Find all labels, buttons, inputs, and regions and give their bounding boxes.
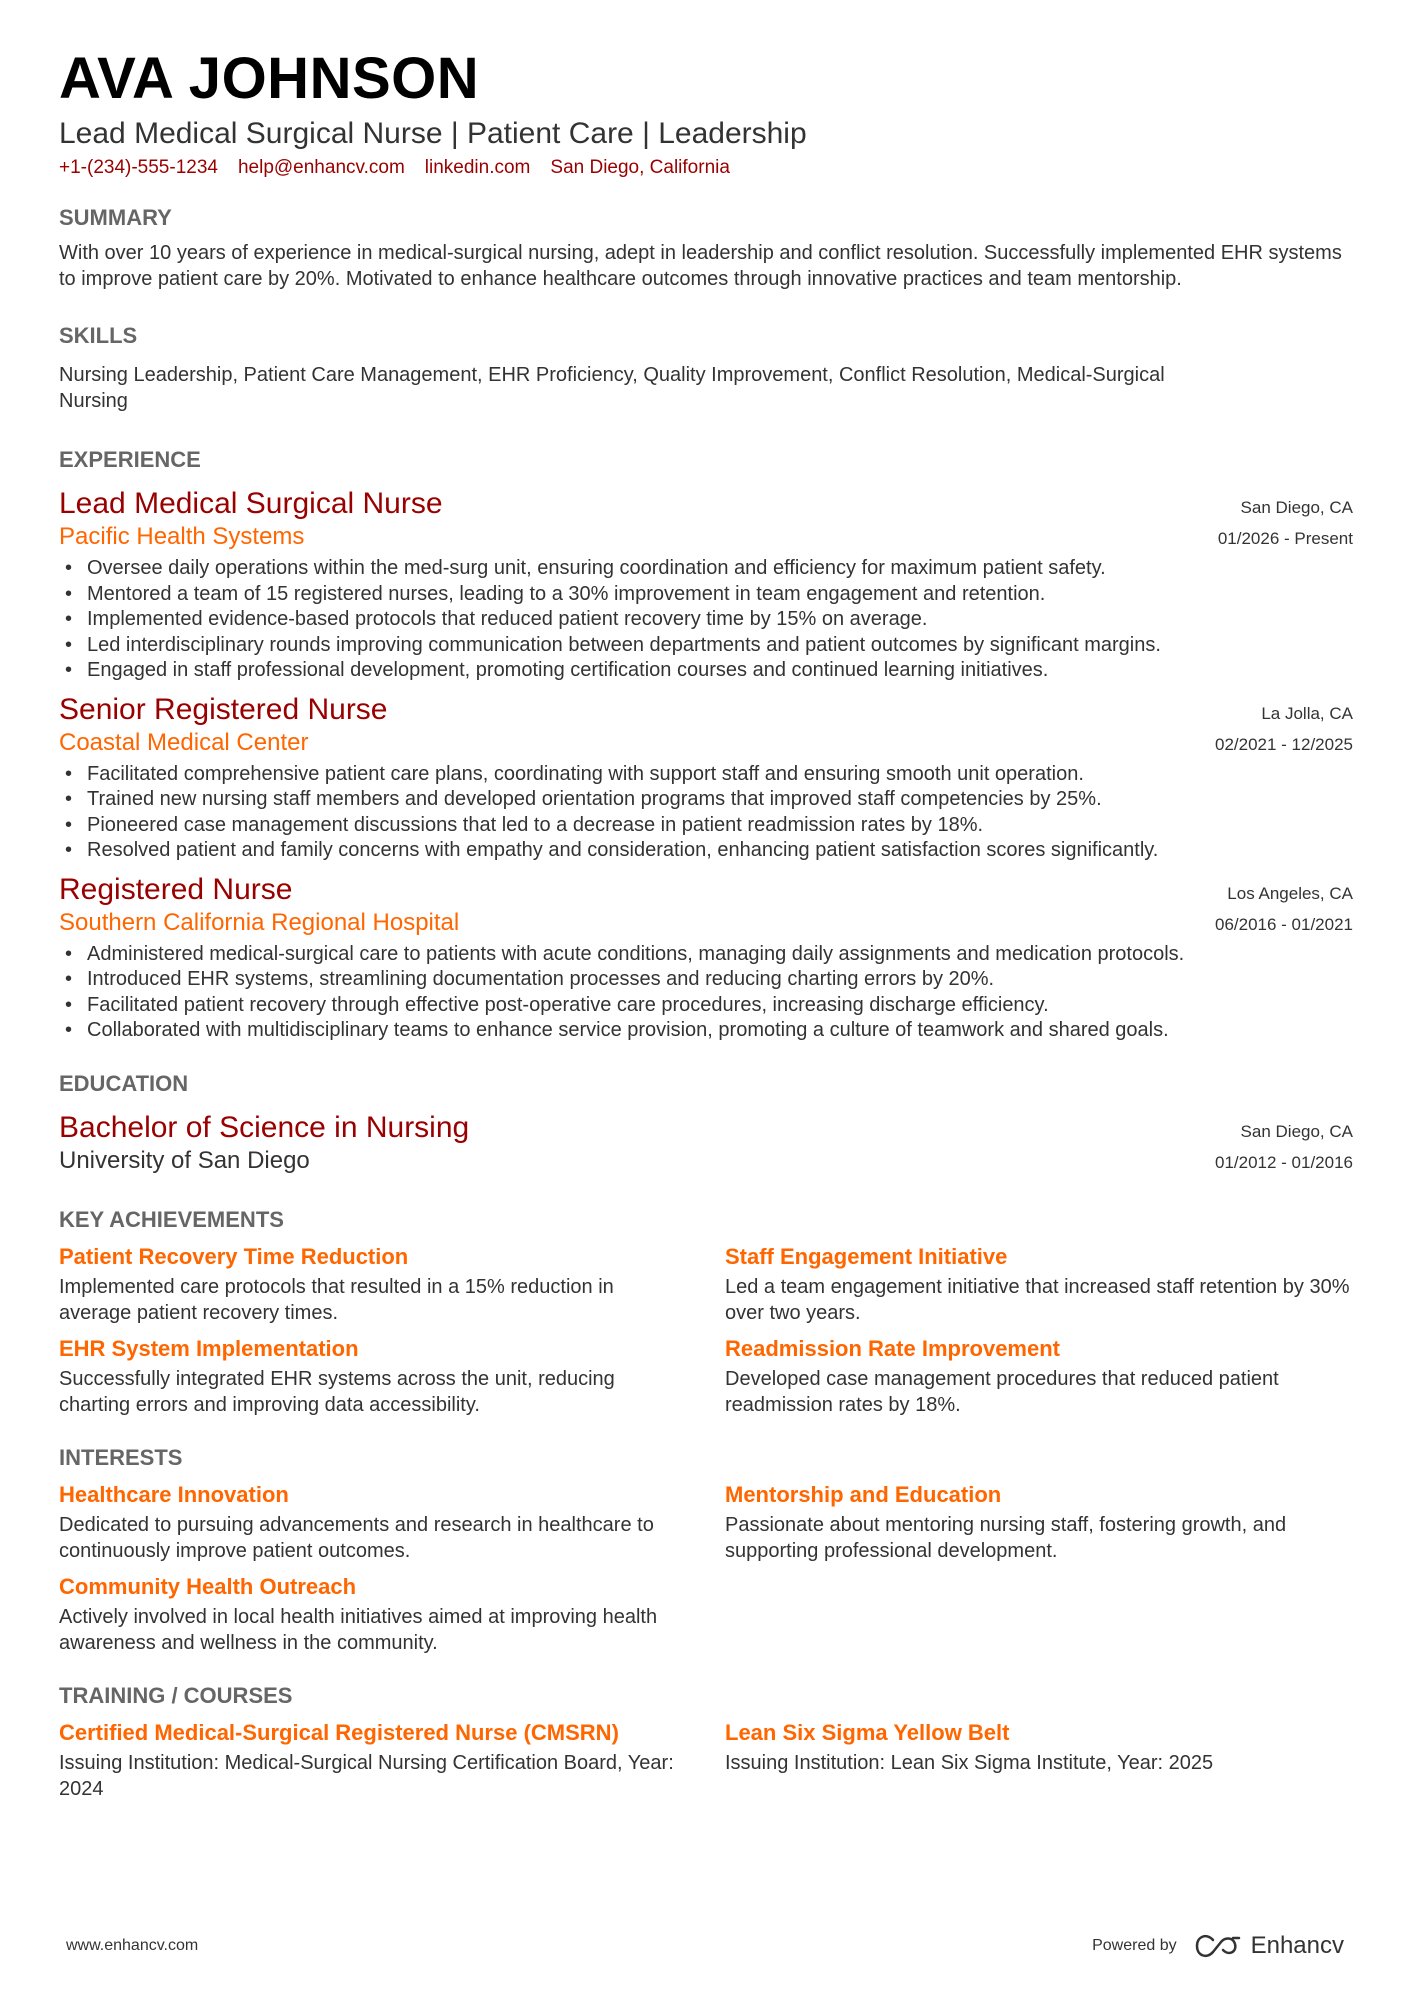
achievement-item	[725, 1334, 1355, 1418]
skills-heading: SKILLS	[59, 323, 138, 348]
bullet-item: • Facilitated comprehensive patient care plans, coordinating with support staff and ensuring smooth unit operation.	[65, 762, 1084, 785]
bullet-item: • Implemented evidence-based protocols that reduced patient recovery time by 15% on average.	[65, 608, 928, 630]
education-entry	[59, 1110, 1353, 1176]
bullet-text: Implemented evidence-based protocols that reduced patient recovery time by 15% on average.	[87, 608, 928, 630]
bullet-text: Facilitated patient recovery through effective post-operative care procedures, increasing discharge efficiency.	[87, 993, 1049, 1016]
achievement-item	[725, 1242, 1355, 1326]
achievement-text: Successfully integrated EHR systems across the unit, reducing charting errors and improving data accessibility.	[59, 1367, 615, 1416]
experience-heading: EXPERIENCE	[59, 447, 201, 472]
job-bullets	[59, 942, 1353, 1044]
training-item	[59, 1718, 725, 1802]
job-entry	[59, 692, 1353, 864]
bullet-item: • Introduced EHR systems, streamlining documentation processes and reducing charting errors by 20%.	[65, 968, 995, 990]
job-role: Senior Registered Nurse	[59, 692, 388, 726]
summary-heading: SUMMARY	[59, 205, 172, 230]
bullet-text: Collaborated with multidisciplinary teams to enhance service provision, promoting a culture of teamwork and shared goals.	[87, 1019, 1169, 1041]
bullet-text: Led interdisciplinary rounds improving communication between departments and patient outcomes by significant margins.	[87, 633, 1161, 656]
job-bullets	[59, 556, 1353, 684]
job-location: San Diego, CA	[1240, 498, 1353, 517]
degree: Bachelor of Science in Nursing	[59, 1110, 470, 1144]
achievements-grid	[59, 1234, 1353, 1418]
interest-item	[59, 1480, 725, 1564]
enhancv-logo-icon	[1195, 1934, 1241, 1958]
job-entry	[59, 486, 1353, 684]
achievement-title: Readmission Rate Improvement	[725, 1335, 1060, 1361]
achievement-text: Led a team engagement initiative that increased staff retention by 30% over two years.	[725, 1275, 1350, 1324]
brand-name: Enhancv	[1250, 1932, 1344, 1959]
achievement-text: Developed case management procedures that reduced patient readmission rates by 18%.	[725, 1367, 1279, 1416]
school: University of San Diego	[59, 1146, 310, 1174]
training-text: Issuing Institution: Lean Six Sigma Institute, Year: 2025	[725, 1751, 1214, 1774]
interests-grid	[59, 1472, 1353, 1656]
bullet-text: Facilitated comprehensive patient care plans, coordinating with support staff and ensuring smooth unit operation.	[87, 762, 1084, 785]
candidate-name: AVA JOHNSON	[59, 46, 480, 111]
interest-title: Mentorship and Education	[725, 1481, 1002, 1507]
summary-text: With over 10 years of experience in medical-surgical nursing, adept in leadership and conflict resolution. Successfully implemented EHR systems to improve patient care by 20%. Motivated to enhance healthcare outcomes through innovative practices and team mentorship.	[59, 242, 1342, 290]
interests-heading: INTERESTS	[59, 1444, 183, 1470]
education-dates: 01/2012 - 01/2016	[1214, 1152, 1353, 1172]
contact-row	[59, 156, 1353, 180]
achievement-text: Implemented care protocols that resulted in a 15% reduction in average patient recovery times.	[59, 1275, 614, 1324]
email[interactable]: help@enhancv.com	[237, 157, 405, 178]
training-title: Lean Six Sigma Yellow Belt	[725, 1719, 1010, 1745]
bullet-item: • Trained new nursing staff members and developed orientation programs that improved staff competencies by 25%.	[65, 788, 1102, 810]
job-company: Pacific Health Systems	[59, 523, 305, 550]
achievement-item	[59, 1334, 725, 1418]
powered-by-label: Powered by	[1092, 1937, 1177, 1954]
bullet-item: • Collaborated with multidisciplinary teams to enhance service provision, promoting a culture of teamwork and shared goals.	[65, 1019, 1169, 1041]
bullet-item: • Resolved patient and family concerns with empathy and consideration, enhancing patient satisfaction scores significantly.	[65, 839, 1159, 861]
achievement-item	[59, 1242, 725, 1326]
bullet-item: • Engaged in staff professional development, promoting certification courses and continued learning initiatives.	[65, 659, 1049, 681]
job-company: Southern California Regional Hospital	[59, 908, 460, 936]
footer	[66, 1932, 1344, 1960]
bullet-text: Administered medical-surgical care to patients with acute conditions, managing daily assignments and medication protocols.	[87, 942, 1185, 965]
bullet-item: • Administered medical-surgical care to patients with acute conditions, managing daily assignments and medication protocols.	[65, 942, 1185, 965]
interest-title: Community Health Outreach	[59, 1573, 357, 1599]
job-bullets	[59, 762, 1353, 864]
location: San Diego, California	[550, 157, 730, 178]
achievement-title: Patient Recovery Time Reduction	[59, 1243, 409, 1269]
achievement-title: EHR System Implementation	[59, 1335, 359, 1361]
bullet-text: Pioneered case management discussions that led to a decrease in patient readmission rates by 18%.	[87, 813, 984, 836]
job-role: Registered Nurse	[59, 872, 293, 906]
training-title: Certified Medical-Surgical Registered Nurse (CMSRN)	[59, 1719, 619, 1745]
job-entry	[59, 872, 1353, 1044]
training-heading: TRAINING / COURSES	[59, 1682, 293, 1708]
powered-by	[1092, 1932, 1344, 1960]
bullet-item: • Led interdisciplinary rounds improving communication between departments and patient outcomes by significant margins.	[65, 633, 1161, 656]
training-text: Issuing Institution: Medical-Surgical Nursing Certification Board, Year: 2024	[59, 1751, 674, 1800]
achievements-heading: KEY ACHIEVEMENTS	[59, 1206, 284, 1232]
interest-text: Passionate about mentoring nursing staff, fostering growth, and supporting professional development.	[725, 1513, 1287, 1562]
education-heading: EDUCATION	[59, 1070, 189, 1096]
interest-text: Dedicated to pursuing advancements and research in healthcare to continuously improve patient outcomes.	[59, 1513, 654, 1562]
job-dates: 06/2016 - 01/2021	[1214, 914, 1353, 934]
footer-website[interactable]: www.enhancv.com	[66, 1937, 199, 1954]
bullet-text: Mentored a team of 15 registered nurses, leading to a 30% improvement in team engagement and retention.	[87, 582, 1046, 605]
bullet-item: • Facilitated patient recovery through effective post-operative care procedures, increasing discharge efficiency.	[65, 993, 1049, 1016]
bullet-text: Introduced EHR systems, streamlining documentation processes and reducing charting errors by 20%.	[87, 968, 995, 990]
interest-title: Healthcare Innovation	[59, 1481, 289, 1507]
linkedin[interactable]: linkedin.com	[424, 157, 531, 178]
bullet-text: Oversee daily operations within the med-surg unit, ensuring coordination and efficiency for maximum patient safety.	[87, 557, 1106, 579]
job-company: Coastal Medical Center	[59, 728, 309, 756]
interest-item	[725, 1480, 1355, 1564]
job-location: La Jolla, CA	[1261, 703, 1353, 723]
skills-text: Nursing Leadership, Patient Care Management, EHR Proficiency, Quality Improvement, Conflict Resolution, Medical-Surgical Nursing	[59, 364, 1165, 412]
bullet-item: • Mentored a team of 15 registered nurses, leading to a 30% improvement in team engagement and retention.	[65, 582, 1046, 605]
training-grid	[59, 1710, 1353, 1802]
interest-text: Actively involved in local health initiatives aimed at improving health awareness and wellness in the community.	[59, 1605, 658, 1654]
bullet-item: • Pioneered case management discussions that led to a decrease in patient readmission rates by 18%.	[65, 813, 984, 836]
bullet-item: • Oversee daily operations within the med-surg unit, ensuring coordination and efficiency for maximum patient safety.	[65, 557, 1106, 579]
bullet-text: Resolved patient and family concerns with empathy and consideration, enhancing patient satisfaction scores significantly.	[87, 839, 1159, 861]
interest-item	[59, 1572, 725, 1656]
job-dates: 02/2021 - 12/2025	[1214, 734, 1353, 754]
bullet-text: Engaged in staff professional development, promoting certification courses and continued learning initiatives.	[87, 659, 1049, 681]
brand[interactable]	[1195, 1932, 1344, 1960]
phone[interactable]: +1-(234)-555-1234	[59, 157, 218, 178]
education-location: San Diego, CA	[1240, 1121, 1353, 1141]
training-item	[725, 1718, 1355, 1802]
job-dates: 01/2026 - Present	[1217, 529, 1353, 548]
job-location: Los Angeles, CA	[1227, 883, 1353, 903]
headline: Lead Medical Surgical Nurse | Patient Care | Leadership	[59, 117, 807, 150]
achievement-title: Staff Engagement Initiative	[725, 1243, 1008, 1269]
bullet-text: Trained new nursing staff members and developed orientation programs that improved staff competencies by 25%.	[87, 788, 1102, 810]
job-role: Lead Medical Surgical Nurse	[59, 487, 443, 520]
